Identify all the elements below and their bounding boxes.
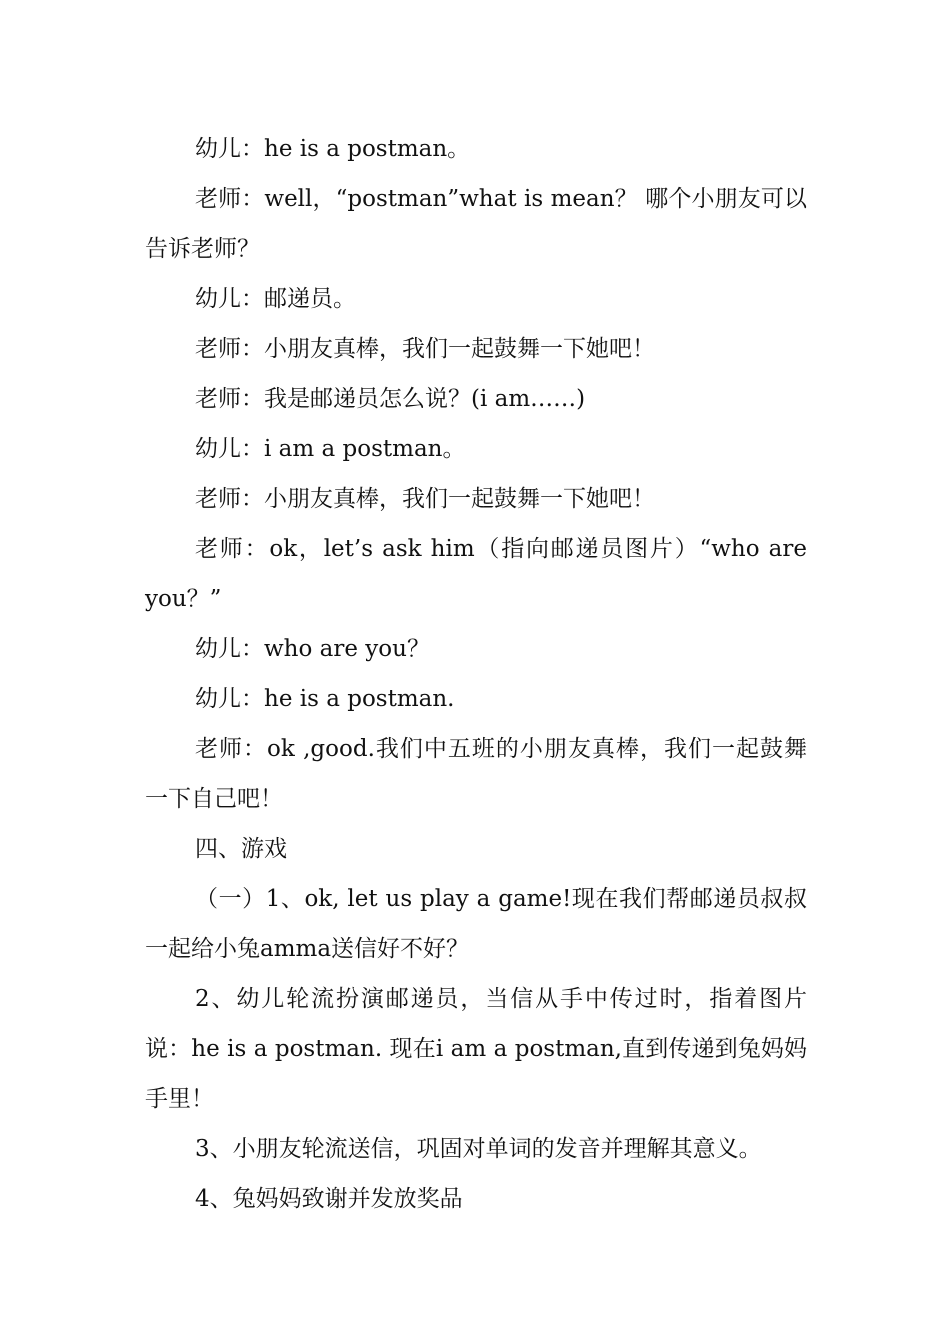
paragraph-11: 老师：ok ,good.我们中五班的小朋友真棒，我们一起鼓舞一下自己吧！ (145, 736, 807, 812)
paragraph-13: （一）1、ok, let us play a game!现在我们帮邮递员叔叔一起给小兔amma送信好不好？ (145, 886, 807, 962)
paragraph-10: 幼儿：he is a postman. (195, 686, 455, 712)
paragraph-5: 老师：我是邮递员怎么说？(i am……) (195, 386, 586, 412)
section-heading-game: 四、游戏 (195, 836, 287, 862)
paragraph-3: 幼儿：邮递员。 (195, 286, 356, 312)
paragraph-7: 老师：小朋友真棒，我们一起鼓舞一下她吧！ (195, 486, 655, 512)
paragraph-9: 幼儿：who are you？ (195, 636, 430, 662)
paragraph-1: 幼儿：he is a postman。 (195, 136, 471, 162)
paragraph-6: 幼儿：i am a postman。 (195, 436, 466, 462)
paragraph-15: 3、小朋友轮流送信，巩固对单词的发音并理解其意义。 (195, 1136, 762, 1162)
document-body (145, 124, 807, 1224)
paragraph-16: 4、兔妈妈致谢并发放奖品 (195, 1186, 463, 1212)
paragraph-2: 老师：well，“postman”what is mean？ 哪个小朋友可以告诉老师？ (145, 186, 807, 262)
paragraph-14: 2、幼儿轮流扮演邮递员，当信从手中传过时，指着图片说：he is a postman. 现在i am a postman,直到传递到兔妈妈手里！ (145, 986, 807, 1112)
paragraph-4: 老师：小朋友真棒，我们一起鼓舞一下她吧！ (195, 336, 655, 362)
paragraph-8: 老师：ok，let’s ask him（指向邮递员图片）“who are you？” (145, 536, 807, 612)
